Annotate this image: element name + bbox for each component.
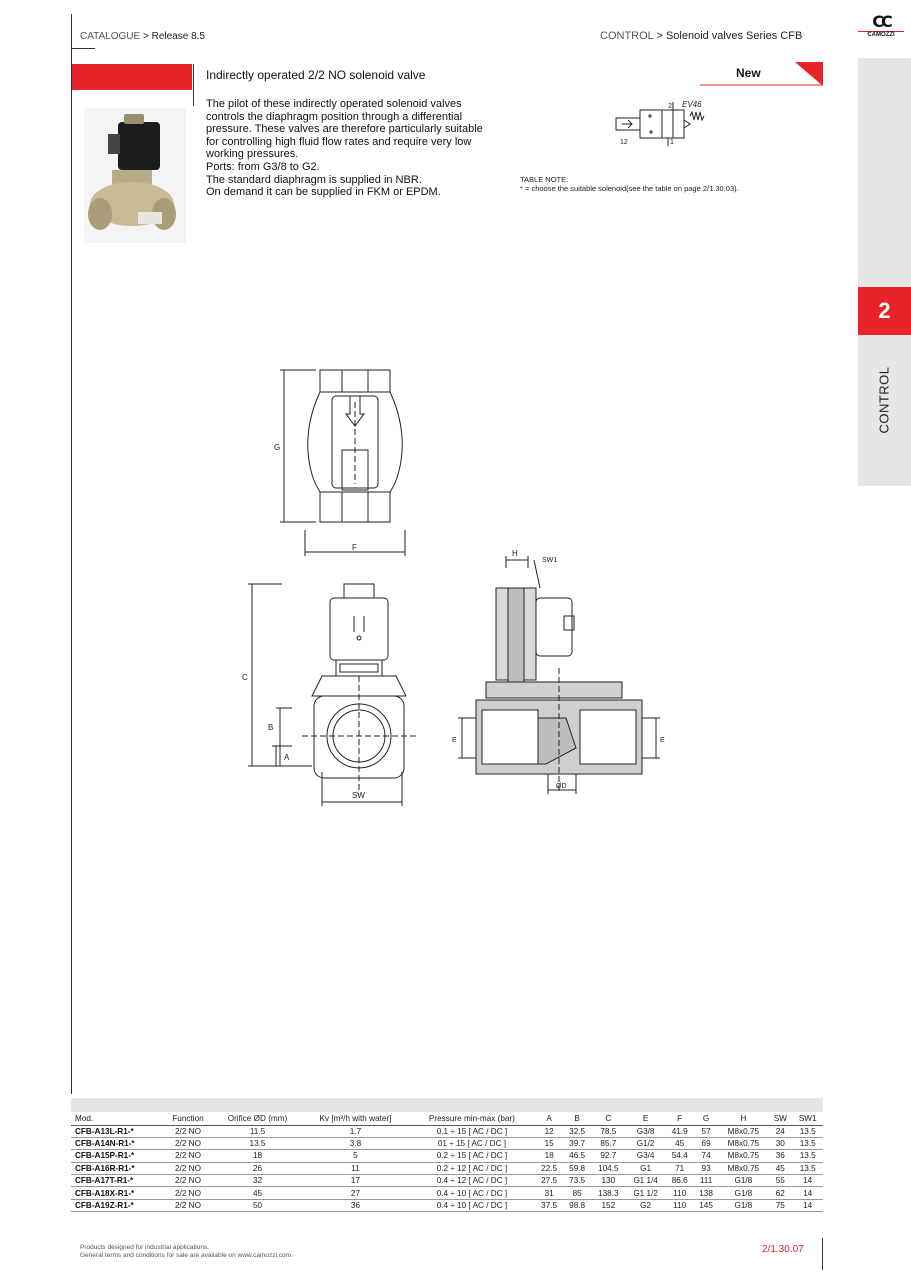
symbol-port-2: 2 xyxy=(668,103,672,110)
model-table xyxy=(71,1098,823,1212)
table-cell: 5 xyxy=(302,1150,409,1162)
table-cell: 75 xyxy=(768,1199,792,1211)
dimension-e-left-label: E xyxy=(452,737,457,744)
dimension-g-label: G xyxy=(274,443,281,452)
col-kv: Kv [m³/h with water] xyxy=(302,1112,409,1125)
table-cell: 92.7 xyxy=(591,1150,625,1162)
table-cell: 0.2 ÷ 12 [ AC / DC ] xyxy=(409,1162,535,1174)
title-accent-bar xyxy=(72,64,192,90)
table-row xyxy=(71,1175,823,1187)
dimension-f-label: F xyxy=(352,543,357,552)
new-badge-flag xyxy=(700,62,823,86)
table-cell: 0.4 ÷ 12 [ AC / DC ] xyxy=(409,1175,535,1187)
table-cell: 0.4 ÷ 10 [ AC / DC ] xyxy=(409,1199,535,1211)
table-cell: 1.7 xyxy=(302,1125,409,1137)
table-cell: G1/8 xyxy=(719,1187,769,1199)
logo-word: CAMOZZI xyxy=(858,31,904,38)
table-cell: 62 xyxy=(768,1187,792,1199)
description-paragraph: The pilot of these indirectly operated solenoid valves controls the diaphragm position through a differential pressure. These valves are therefore particularly suitable for controlling high fluid flow rates and require very low working pressures. xyxy=(206,98,483,161)
table-cell: G1/8 xyxy=(719,1199,769,1211)
table-cell: 41.9 xyxy=(666,1125,694,1137)
table-cell: 11.5 xyxy=(213,1125,302,1137)
symbol-port-12: 12 xyxy=(620,139,628,146)
col-e: E xyxy=(626,1112,666,1125)
table-note-title: TABLE NOTE: xyxy=(520,175,569,184)
table-cell: 27.5 xyxy=(535,1175,563,1187)
breadcrumb-separator-2: > xyxy=(656,30,663,42)
table-cell: 2/2 NO xyxy=(163,1199,213,1211)
footer-line-2: General terms and conditions for sale are available on www.camozzi.com. xyxy=(80,1252,293,1259)
table-cell: 145 xyxy=(694,1199,719,1211)
product-description xyxy=(206,98,496,199)
top-rule xyxy=(71,48,95,49)
table-cell: 104.5 xyxy=(591,1162,625,1174)
table-cell: 15 xyxy=(535,1137,563,1149)
table-row xyxy=(71,1125,823,1137)
table-cell: 59.8 xyxy=(563,1162,591,1174)
table-cell: 0.4 ÷ 10 [ AC / DC ] xyxy=(409,1187,535,1199)
col-a: A xyxy=(535,1112,563,1125)
table-cell: 13.5 xyxy=(792,1125,823,1137)
section-breadcrumb xyxy=(600,30,802,42)
description-options: On demand it can be supplied in FKM or EPDM. xyxy=(206,186,441,199)
model-code-cell[interactable]: CFB-A16R-R1-* xyxy=(71,1162,163,1174)
table-cell: 152 xyxy=(591,1199,625,1211)
table-cell: 11 xyxy=(302,1162,409,1174)
pneumatic-symbol xyxy=(610,100,720,148)
col-c: C xyxy=(591,1112,625,1125)
col-h: H xyxy=(719,1112,769,1125)
table-cell: 32.5 xyxy=(563,1125,591,1137)
table-cell: 78.5 xyxy=(591,1125,625,1137)
section-view-drawing xyxy=(446,548,672,798)
table-cell: 12 xyxy=(535,1125,563,1137)
table-cell: 2/2 NO xyxy=(163,1150,213,1162)
page-number: 2/1.30.07 xyxy=(762,1244,804,1255)
table-row xyxy=(71,1162,823,1174)
dimension-sw1-label: SW1 xyxy=(542,557,558,564)
section-number: 2 xyxy=(858,287,911,335)
table-cell: 54.4 xyxy=(666,1150,694,1162)
table-cell: 37.5 xyxy=(535,1199,563,1211)
col-sw: SW xyxy=(768,1112,792,1125)
col-sw1: SW1 xyxy=(792,1112,823,1125)
page-rule xyxy=(822,1238,823,1270)
table-cell: 138 xyxy=(694,1187,719,1199)
table-cell: 14 xyxy=(792,1199,823,1211)
logo-mark: CC xyxy=(872,12,890,31)
breadcrumb-catalogue[interactable]: CATALOGUE xyxy=(80,31,141,42)
table-cell: 71 xyxy=(666,1162,694,1174)
table-cell: 24 xyxy=(768,1125,792,1137)
table-cell: 13.5 xyxy=(792,1137,823,1149)
col-f: F xyxy=(666,1112,694,1125)
table-cell: 0.2 ÷ 15 [ AC / DC ] xyxy=(409,1150,535,1162)
table-cell: 39.7 xyxy=(563,1137,591,1149)
table-cell: 110 xyxy=(666,1199,694,1211)
breadcrumb xyxy=(80,31,205,42)
table-row xyxy=(71,1150,823,1162)
dimension-h-label: H xyxy=(512,549,518,558)
table-note-text: * = choose the suitable solenoid(see the table on page 2/1.30.03). xyxy=(520,184,739,193)
specs-table xyxy=(71,1112,823,1212)
breadcrumb-release: Release 8.5 xyxy=(151,31,205,42)
table-cell: 74 xyxy=(694,1150,719,1162)
col-function: Function xyxy=(163,1112,213,1125)
table-cell: 32 xyxy=(213,1175,302,1187)
dimension-e-right-label: E xyxy=(660,737,665,744)
table-cell: G1 1/4 xyxy=(626,1175,666,1187)
table-cell: G1/8 xyxy=(719,1175,769,1187)
table-cell: M8x0.75 xyxy=(719,1162,769,1174)
table-cell: 13.5 xyxy=(213,1137,302,1149)
table-cell: 17 xyxy=(302,1175,409,1187)
table-cell: 0.1 ÷ 15 [ AC / DC ] xyxy=(409,1125,535,1137)
table-cell: 45 xyxy=(768,1162,792,1174)
dimension-b-label: B xyxy=(268,723,274,732)
col-orifice: Orifice ØD (mm) xyxy=(213,1112,302,1125)
table-cell: G3/8 xyxy=(626,1125,666,1137)
table-cell: 85 xyxy=(563,1187,591,1199)
model-code-cell[interactable]: CFB-A19Z-R1-* xyxy=(71,1199,163,1211)
table-cell: 45 xyxy=(666,1137,694,1149)
model-code-cell[interactable]: CFB-A18X-R1-* xyxy=(71,1187,163,1199)
table-cell: 14 xyxy=(792,1187,823,1199)
table-cell: 13.5 xyxy=(792,1150,823,1162)
dimension-a-label: A xyxy=(284,753,290,762)
description-ports: Ports: from G3/8 to G2. xyxy=(206,160,320,173)
footer-line-1: Products designed for industrial applications. xyxy=(80,1244,209,1251)
table-cell: G2 xyxy=(626,1199,666,1211)
symbol-code: EV46 xyxy=(682,100,702,109)
table-cell: 14 xyxy=(792,1175,823,1187)
table-note xyxy=(520,175,739,193)
table-cell: M8x0.75 xyxy=(719,1137,769,1149)
footer-note xyxy=(80,1244,293,1260)
table-cell: 86.6 xyxy=(666,1175,694,1187)
new-badge-label: New xyxy=(736,66,761,80)
table-cell: 18 xyxy=(535,1150,563,1162)
table-cell: 45 xyxy=(213,1187,302,1199)
table-cell: 26 xyxy=(213,1162,302,1174)
product-title: Indirectly operated 2/2 NO solenoid valve xyxy=(206,68,426,82)
table-cell: 22.5 xyxy=(535,1162,563,1174)
table-cell: 13.5 xyxy=(792,1162,823,1174)
table-cell: 46.5 xyxy=(563,1150,591,1162)
table-cell: 2/2 NO xyxy=(163,1175,213,1187)
table-cell: 57 xyxy=(694,1125,719,1137)
breadcrumb-section[interactable]: CONTROL xyxy=(600,30,654,42)
description-diaphragm: The standard diaphragm is supplied in NBR. xyxy=(206,173,422,186)
table-cell: G1 1/2 xyxy=(626,1187,666,1199)
front-view-drawing xyxy=(232,576,452,810)
dimension-c-label: C xyxy=(242,673,248,682)
product-photo xyxy=(84,108,186,243)
table-cell: 31 xyxy=(535,1187,563,1199)
col-b: B xyxy=(563,1112,591,1125)
breadcrumb-separator: > xyxy=(142,31,149,42)
table-cell: G3/4 xyxy=(626,1150,666,1162)
table-row xyxy=(71,1137,823,1149)
table-cell: 36 xyxy=(302,1199,409,1211)
table-row xyxy=(71,1199,823,1211)
table-cell: 55 xyxy=(768,1175,792,1187)
dimension-od-label: ØD xyxy=(556,783,567,790)
table-cell: 69 xyxy=(694,1137,719,1149)
table-cell: 36 xyxy=(768,1150,792,1162)
camozzi-logo xyxy=(858,14,904,38)
table-cell: 2/2 NO xyxy=(163,1125,213,1137)
model-code-cell[interactable]: CFB-A15P-R1-* xyxy=(71,1150,163,1162)
table-cell: 18 xyxy=(213,1150,302,1162)
new-badge xyxy=(700,62,823,86)
table-cell: 73.5 xyxy=(563,1175,591,1187)
table-cell: 138.3 xyxy=(591,1187,625,1199)
table-cell: 2/2 NO xyxy=(163,1162,213,1174)
table-cell: M8x0.75 xyxy=(719,1150,769,1162)
table-cell: 2/2 NO xyxy=(163,1137,213,1149)
col-pressure: Pressure min-max (bar) xyxy=(409,1112,535,1125)
top-view-drawing xyxy=(260,362,430,567)
left-rule xyxy=(71,14,72,1094)
title-rule xyxy=(193,64,194,106)
table-cell: 110 xyxy=(666,1187,694,1199)
col-mod: Mod. xyxy=(71,1112,163,1125)
table-cell: 50 xyxy=(213,1199,302,1211)
table-cell: 85.7 xyxy=(591,1137,625,1149)
model-code-cell[interactable]: CFB-A17T-R1-* xyxy=(71,1175,163,1187)
table-cell: M8x0.75 xyxy=(719,1125,769,1137)
model-code-cell[interactable]: CFB-A13L-R1-* xyxy=(71,1125,163,1137)
table-header-band xyxy=(71,1098,823,1112)
table-cell: G1/2 xyxy=(626,1137,666,1149)
table-cell: 2/2 NO xyxy=(163,1187,213,1199)
table-cell: 111 xyxy=(694,1175,719,1187)
table-cell: 3.8 xyxy=(302,1137,409,1149)
table-cell: 98.8 xyxy=(563,1199,591,1211)
breadcrumb-subsection: Solenoid valves Series CFB xyxy=(665,30,803,42)
table-cell: 130 xyxy=(591,1175,625,1187)
section-label: CONTROL xyxy=(876,366,892,434)
symbol-port-1: 1 xyxy=(670,139,674,146)
table-cell: 27 xyxy=(302,1187,409,1199)
table-cell: 93 xyxy=(694,1162,719,1174)
table-header-row xyxy=(71,1112,823,1125)
table-cell: G1 xyxy=(626,1162,666,1174)
dimension-sw-label: SW xyxy=(352,791,365,800)
table-cell: 30 xyxy=(768,1137,792,1149)
table-cell: 01 ÷ 15 [ AC / DC ] xyxy=(409,1137,535,1149)
table-row xyxy=(71,1187,823,1199)
col-g: G xyxy=(694,1112,719,1125)
model-code-cell[interactable]: CFB-A14N-R1-* xyxy=(71,1137,163,1149)
